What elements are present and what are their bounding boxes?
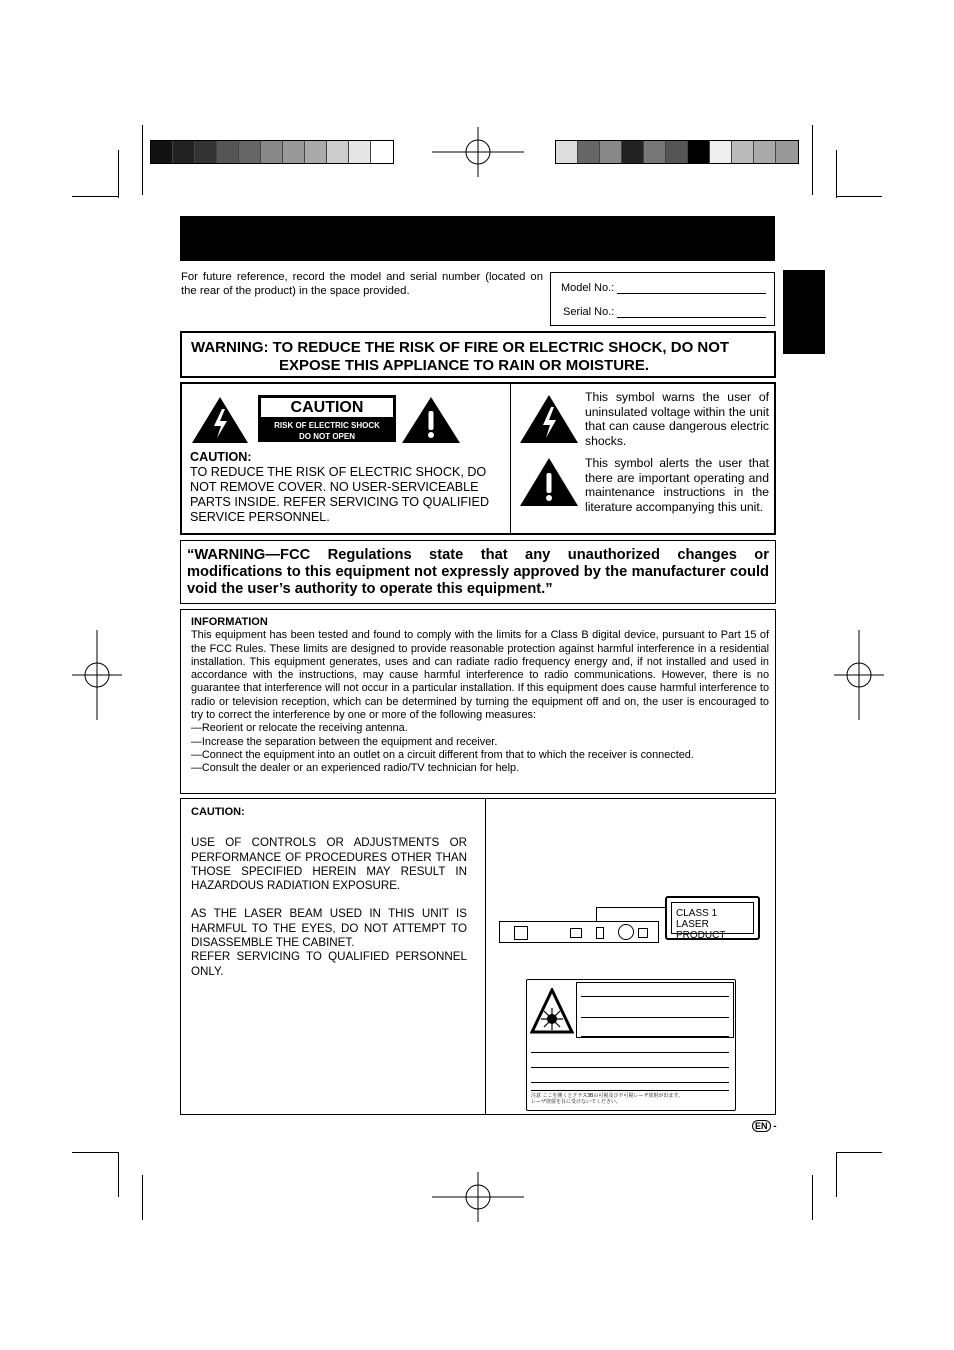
crosshair-top-icon: [432, 127, 524, 177]
serial-no-field: [617, 305, 766, 318]
language-badge: EN: [752, 1120, 771, 1132]
laser-caution-para3: REFER SERVICING TO QUALIFIED PERSONNEL ONLY.: [191, 950, 467, 978]
caution-line: PARTS INSIDE. REFER SERVICING TO QUALIFIED: [190, 495, 490, 509]
device-rear-illustration: [499, 921, 659, 943]
caution-text: [190, 450, 489, 525]
jp-note-line1: 注意 ここを開くとクラス3Bの可視及び不可視レーザ放射が出ます。: [531, 1093, 683, 1099]
laser-label-jp-note: [531, 1093, 683, 1105]
alert-symbol-text: This symbol alerts the user that there are important operating and maintenance instructions in the literature accompanying this unit.: [585, 456, 769, 514]
class1-laser-label: [665, 896, 760, 940]
model-no-field: [617, 281, 766, 294]
class-label-line2: LASER PRODUCT: [676, 919, 726, 941]
caution-label-line2: DO NOT OPEN: [298, 432, 355, 441]
crosshair-bottom-icon: [432, 1172, 524, 1222]
jp-note-line2: レーザ放射を目に受けないでください。: [531, 1099, 622, 1105]
measure-item: —Connect the equipment into an outlet on a circuit different from that to which the receiver is connected.: [191, 748, 694, 761]
caution-line: SERVICE PERSONNEL.: [190, 510, 330, 524]
gray-swatch-bar-left: [150, 140, 394, 164]
crosshair-left-icon: [72, 630, 122, 720]
gray-swatch-bar-right: [555, 140, 799, 164]
laser-caution-box: [180, 798, 776, 1115]
caution-box: [180, 382, 776, 535]
lightning-symbol-icon: [518, 393, 580, 445]
page-number-dash: -: [773, 1121, 777, 1132]
caution-label: [258, 395, 396, 442]
measure-item: —Consult the dealer or an experienced radio/TV technician for help.: [191, 762, 520, 775]
serial-no-label: Serial No.:: [563, 306, 615, 318]
laser-caution-text: [191, 805, 467, 993]
model-no-label: Model No.:: [561, 282, 615, 294]
exclamation-warning-icon: [400, 395, 462, 445]
language-side-tab: [783, 270, 825, 354]
fcc-warning-box: [180, 540, 776, 604]
page-footer: [752, 1120, 777, 1132]
fcc-warning-text: “WARNING—FCC Regulations state that any unauthorized changes or modifications to this equipment not expressly approved by the manufacturer could void the user’s authority to operate this equipment.”: [187, 547, 769, 597]
caution-line: TO REDUCE THE RISK OF ELECTRIC SHOCK, DO: [190, 465, 487, 479]
record-box: [550, 272, 775, 326]
caution-label-title: CAUTION: [260, 397, 394, 418]
fire-warning-line2: EXPOSE THIS APPLIANCE TO RAIN OR MOISTURE.: [279, 357, 650, 374]
fire-warning-box: [180, 331, 776, 378]
intro-text: For future reference, record the model and serial number (located on the rear of the product) in the space provided.: [181, 271, 543, 297]
fire-warning-line1: WARNING: TO REDUCE THE RISK OF FIRE OR ELECTRIC SHOCK, DO NOT: [191, 339, 730, 356]
measure-item: —Reorient or relocate the receiving antenna.: [191, 722, 408, 735]
lightning-warning-icon: [190, 395, 250, 445]
caution-line: NOT REMOVE COVER. NO USER-SERVICEABLE: [190, 480, 479, 494]
information-box: [180, 609, 776, 794]
laser-radiation-icon: [530, 988, 574, 1036]
information-body: This equipment has been tested and found to comply with the limits for a Class B digital device, pursuant to Part 15 of the FCC Rules. These limits are designed to provide reasonable protection against harmful interference in a residential installation. This equipment generates, uses and can radiate radio frequency energy and, if not installed and used in accordance with the instructions, may cause harmful interference to radio communications. However, there is no guarantee that interference will not occur in a particular installation. If this equipment does cause harmful interference to radio or television reception, which can be determined by turning the equipment off and on, the user is encouraged to try to correct the interference by one or more of the following measures:: [191, 629, 769, 722]
measure-item: —Increase the separation between the equipment and receiver.: [191, 735, 498, 748]
caution-label-line1: RISK OF ELECTRIC SHOCK: [274, 421, 380, 430]
information-heading: INFORMATION: [191, 616, 268, 628]
voltage-symbol-text: This symbol warns the user of uninsulated voltage within the unit that can cause dangerous electric shocks.: [585, 390, 769, 448]
exclamation-symbol-icon: [518, 456, 580, 508]
class-label-line1: CLASS 1: [676, 908, 718, 919]
laser-caution-para2: AS THE LASER BEAM USED IN THIS UNIT IS HARMFUL TO THE EYES, DO NOT ATTEMPT TO DISASSEMBLE THE CABINET.: [191, 907, 467, 950]
laser-warning-label: [526, 979, 736, 1111]
laser-caution-para1: USE OF CONTROLS OR ADJUSTMENTS OR PERFORMANCE OF PROCEDURES OTHER THAN THOSE SPECIFIED HEREIN MAY RESULT IN HAZARDOUS RADIATION EXPOSURE.: [191, 836, 467, 893]
caution-heading: CAUTION:: [190, 450, 252, 464]
laser-caution-heading: CAUTION:: [191, 806, 245, 818]
title-bar: [180, 216, 775, 261]
crosshair-right-icon: [834, 630, 884, 720]
